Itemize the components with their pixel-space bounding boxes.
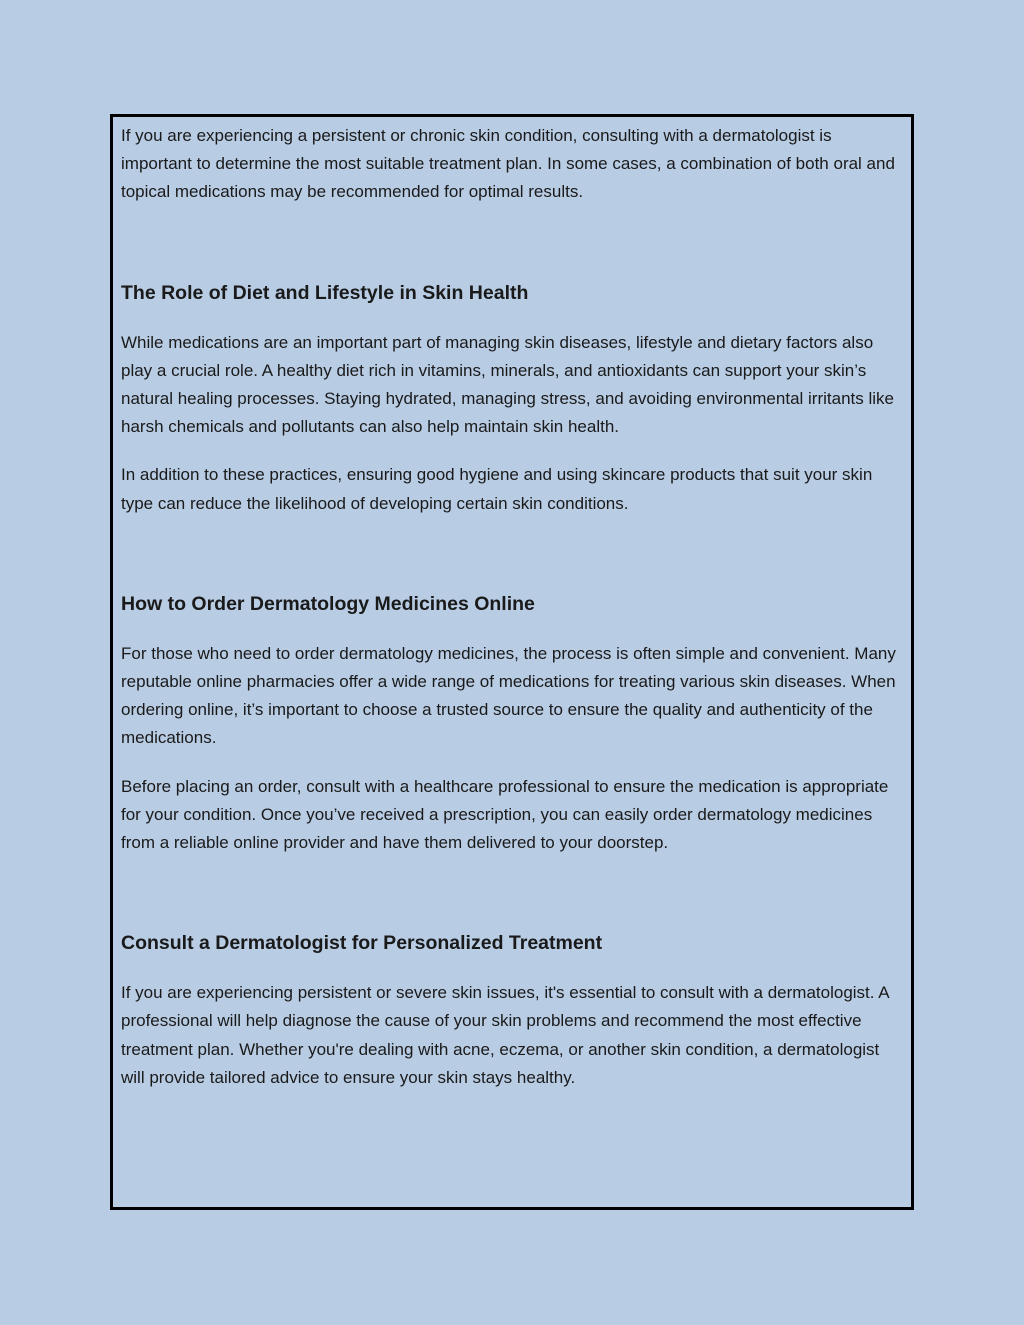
section-heading-order-online: How to Order Dermatology Medicines Online <box>121 592 535 615</box>
document-body <box>121 122 905 1092</box>
section-paragraph: In addition to these practices, ensuring good hygiene and using skincare products that suit your skin type can reduce the likelihood of developing certain skin conditions. <box>121 465 873 513</box>
section-heading-consult-dermatologist: Consult a Dermatologist for Personalized Treatment <box>121 932 603 955</box>
intro-paragraph: If you are experiencing a persistent or chronic skin condition, consulting with a dermatologist is important to determine the most suitable treatment plan. In some cases, a combination of both oral and topical medications may be recommended for optimal results. <box>121 126 895 202</box>
section-paragraph: Before placing an order, consult with a healthcare professional to ensure the medication is appropriate for your condition. Once you’ve received a prescription, you can easily order dermatology medicines from a reliable online provider and have them delivered to your doorstep. <box>121 776 889 853</box>
section-heading-diet-lifestyle: The Role of Diet and Lifestyle in Skin Health <box>121 281 529 304</box>
section-paragraph: For those who need to order dermatology medicines, the process is often simple and convenient. Many reputable online pharmacies offer a wide range of medications for treating various skin diseases. When ordering online, it’s important to choose a trusted source to ensure the quality and authenticity of the medications. <box>121 643 896 748</box>
section-paragraph: If you are experiencing persistent or severe skin issues, it's essential to consult with a dermatologist. A professional will help diagnose the cause of your skin problems and recommend the most effective treatment plan. Whether you're dealing with acne, eczema, or another skin condition, a dermatologist will provide tailored advice to ensure your skin stays healthy. <box>121 983 889 1087</box>
section-paragraph: While medications are an important part of managing skin diseases, lifestyle and dietary factors also play a crucial role. A healthy diet rich in vitamins, minerals, and antioxidants can support your skin’s natural healing processes. Staying hydrated, managing stress, and avoiding environmental irritants like harsh chemicals and pollutants can also help maintain skin health. <box>121 332 894 437</box>
content-frame <box>110 114 914 1210</box>
